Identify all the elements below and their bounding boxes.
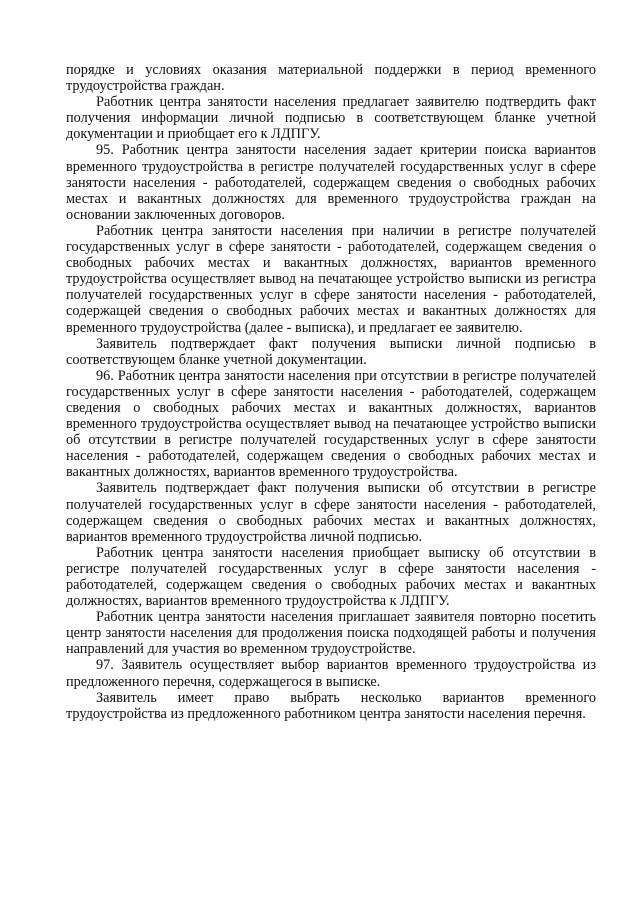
paragraph-item-95: 95. Работник центра занятости населения задает критерии поиска вариантов временного трудоустройства в регистре получателей государственных услуг в сфере занятости населения - работодателей, содержащем сведения о свободных рабочих местах и вакантных должностях для временного трудоустройства граждан на основании заключенных договоров. (66, 142, 596, 223)
paragraph-item-96: 96. Работник центра занятости населения при отсутствии в регистре получателей государственных услуг в сфере занятости населения - работодателей, содержащем сведения о свободных рабочих местах и вакантных должностях, вариантов временного трудоустройства осуществляет вывод на печатающее устройство выписки об отсутствии в регистре получателей государственных услуг в сфере занятости населения - работодателей, содержащем сведения о свободных рабочих местах и вакантных должностях, вариантов временного трудоустройства. (66, 367, 596, 481)
paragraph: Работник центра занятости населения приглашает заявителя повторно посетить центр занятости населения для продолжения поиска подходящей работы и получения направлений для участия во временном трудоустройстве. (66, 609, 596, 658)
paragraph-item-97: 97. Заявитель осуществляет выбор вариантов временного трудоустройства из предложенного перечня, содержащегося в выписке. (66, 657, 596, 690)
paragraph: Работник центра занятости населения при наличии в регистре получателей государственных услуг в сфере занятости - работодателей, содержащем сведения о свободных рабочих местах и вакантных должностях, вариантов временного трудоустройства осуществляет вывод на печатающее устройство выписки из регистра получателей государственных услуг в сфере занятости населения - работодателей, содержащей сведения о свободных рабочих местах и вакантных должностях для временного трудоустройства (далее - выписка), и предлагает ее заявителю. (66, 222, 596, 336)
paragraph-continuation: порядке и условиях оказания материальной поддержки в период временного трудоустройства граждан. (66, 62, 596, 95)
paragraph: Работник центра занятости населения предлагает заявителю подтвердить факт получения информации личной подписью в соответствующем бланке учетной документации и приобщает его к ЛДПГУ. (66, 94, 596, 143)
paragraph: Заявитель имеет право выбрать несколько вариантов временного трудоустройства из предложенного работником центра занятости населения перечня. (66, 689, 596, 722)
document-body (66, 62, 596, 722)
paragraph: Работник центра занятости населения приобщает выписку об отсутствии в регистре получателей государственных услуг в сфере занятости населения - работодателей, содержащем сведения о свободных рабочих местах и вакантных должностях, вариантов временного трудоустройства к ЛДПГУ. (66, 544, 596, 610)
paragraph: Заявитель подтверждает факт получения выписки об отсутствии в регистре получателей государственных услуг в сфере занятости населения - работодателей, содержащем сведения о свободных рабочих местах и вакантных должностях, вариантов временного трудоустройства личной подписью. (66, 480, 596, 545)
paragraph: Заявитель подтверждает факт получения выписки личной подписью в соответствующем бланке учетной документации. (66, 335, 596, 368)
